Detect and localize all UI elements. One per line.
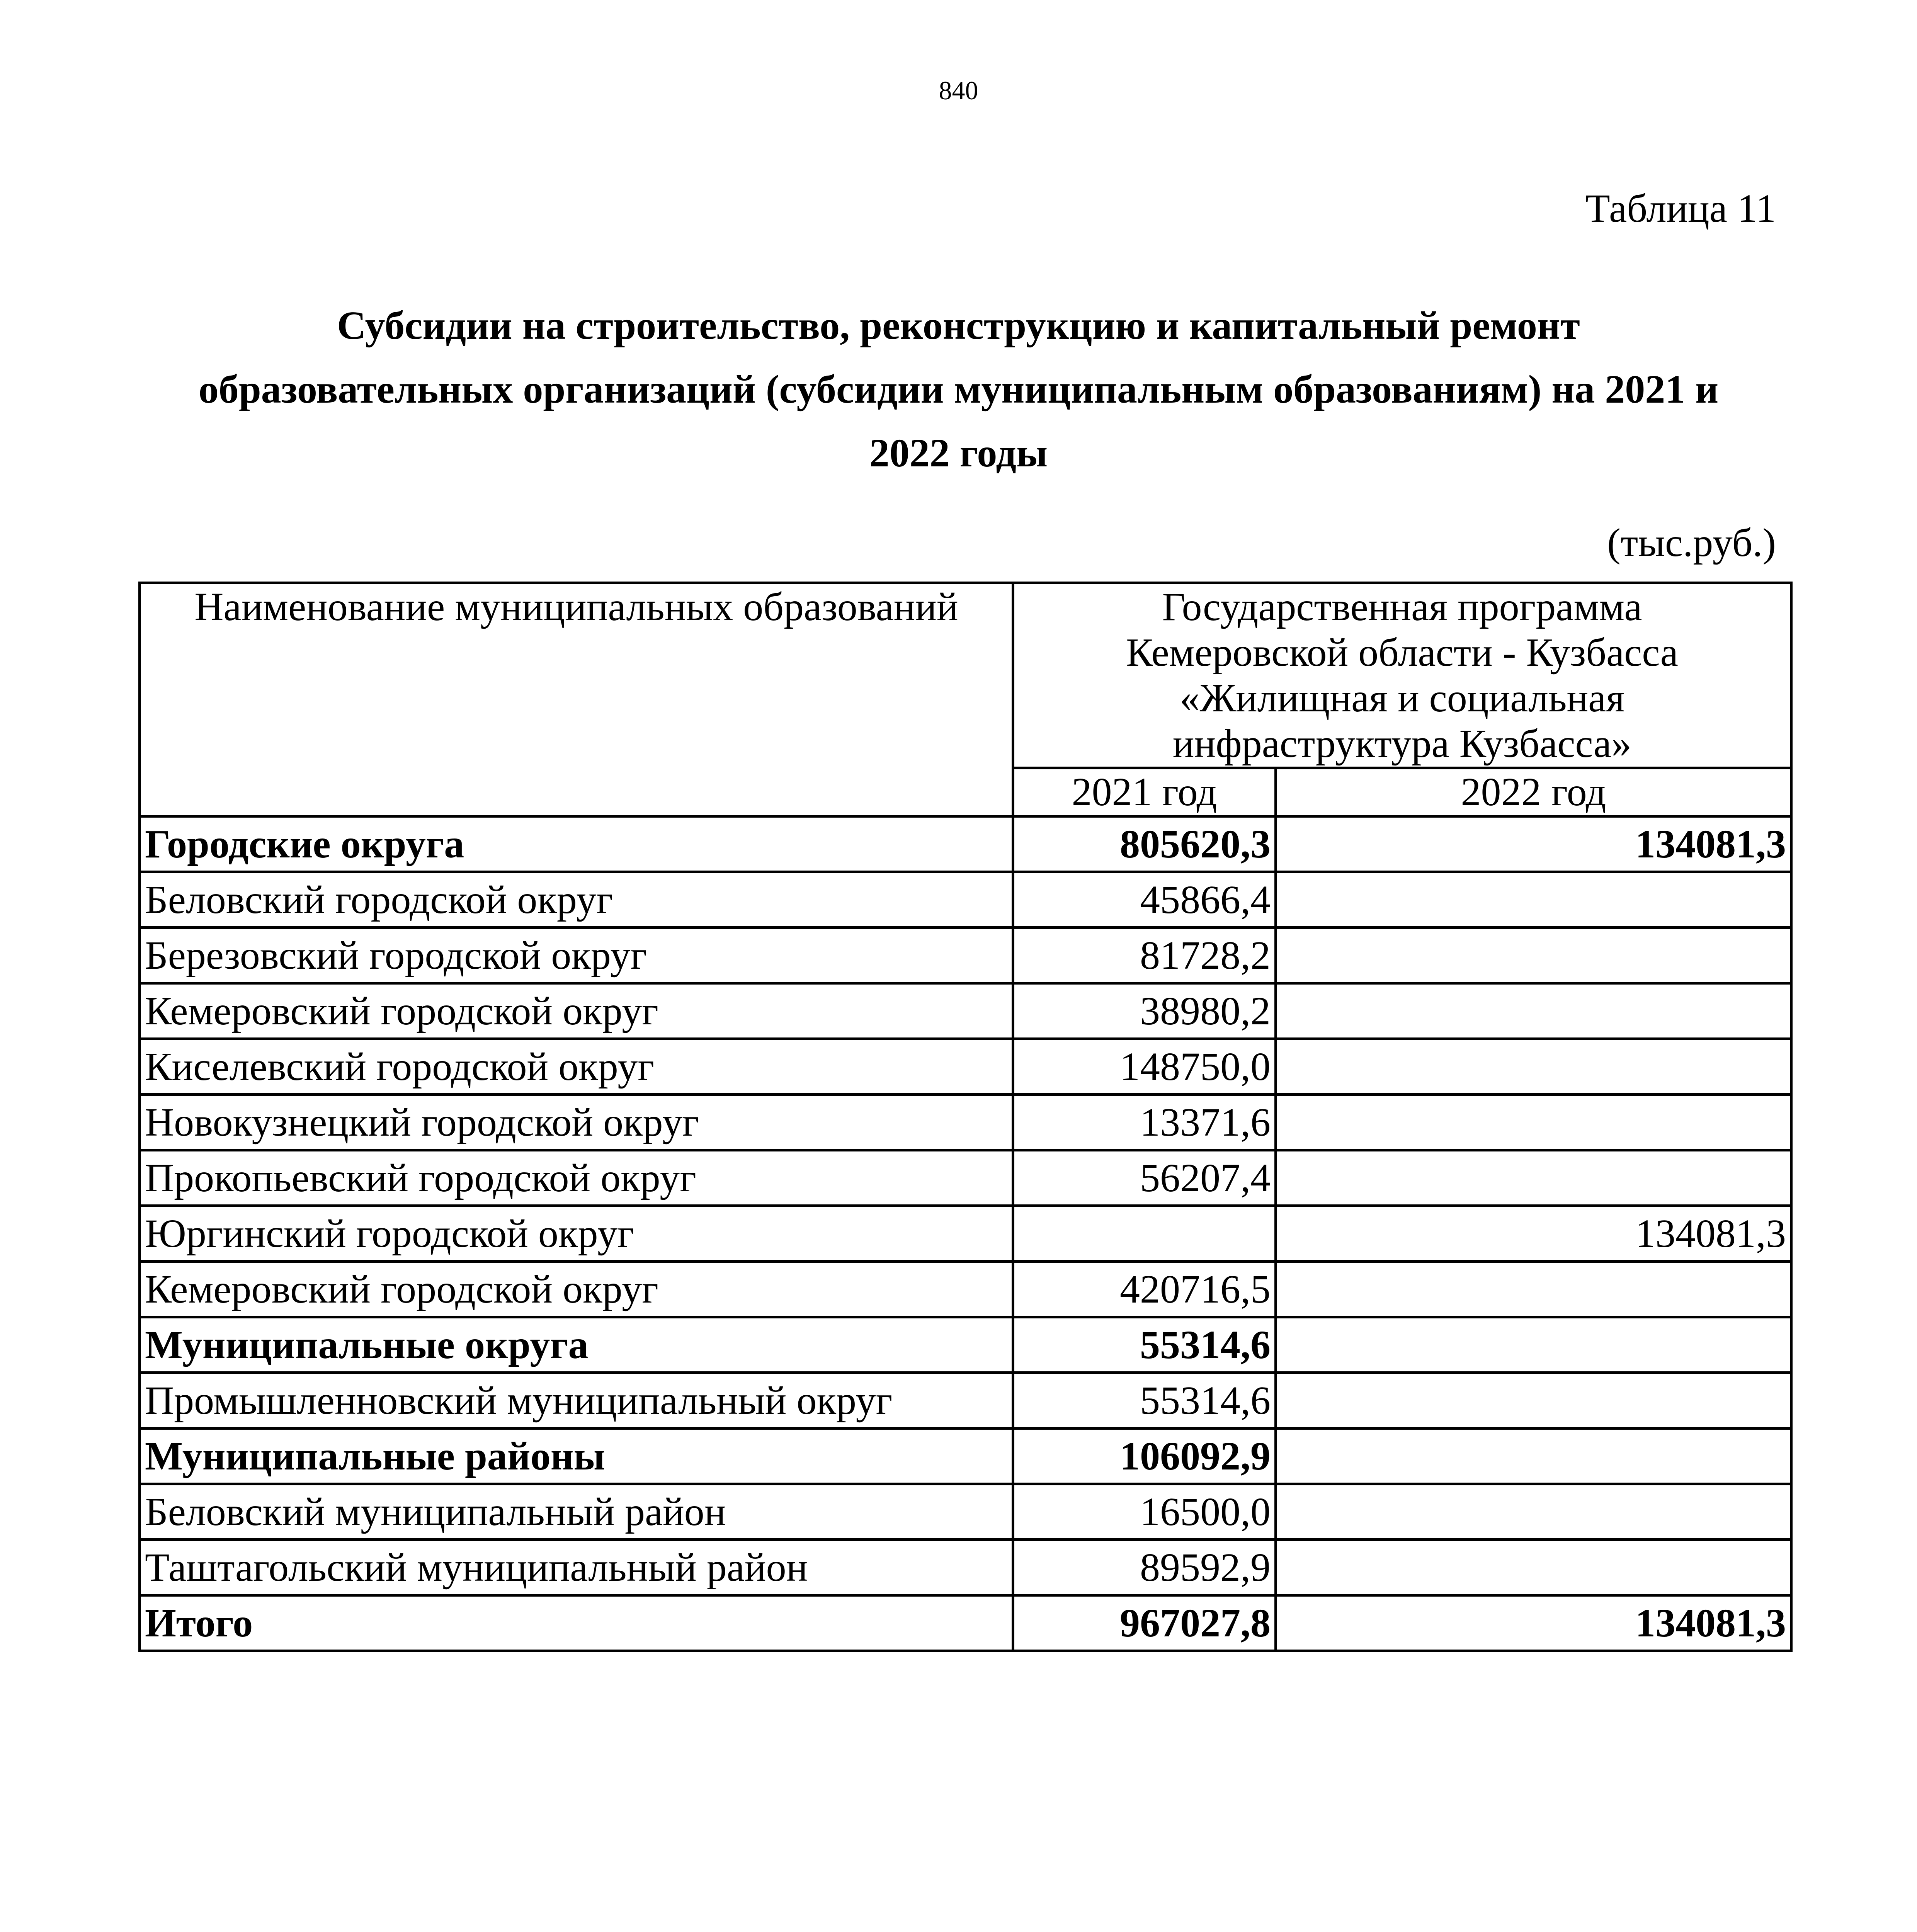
table-row [140,1095,1791,1150]
table-row [140,816,1791,872]
table-row [140,1540,1791,1595]
row-2021-cell: 148750,0 [1013,1039,1276,1095]
row-name-cell: Кемеровский городской округ [140,1262,1013,1317]
row-2022-cell [1276,1150,1791,1206]
table-row [140,1484,1791,1540]
row-2021-cell: 805620,3 [1013,816,1276,872]
row-2022-cell: 134081,3 [1276,1206,1791,1262]
row-2021-cell: 56207,4 [1013,1150,1276,1206]
row-2021-cell: 55314,6 [1013,1317,1276,1373]
program-line-4: инфраструктура Кузбасса» [1172,721,1632,766]
row-name-cell: Муниципальные районы [140,1429,1013,1484]
row-name-cell: Таштагольский муниципальный район [140,1540,1013,1595]
row-2022-cell [1276,1095,1791,1150]
row-2021-cell: 55314,6 [1013,1373,1276,1429]
table-row [140,1373,1791,1429]
table-row [140,1039,1791,1095]
table-row [140,872,1791,928]
row-name-cell: Промышленновский муниципальный округ [140,1373,1013,1429]
title-line-3: 2022 годы [869,431,1048,475]
document-title [116,294,1801,485]
table-row [140,1317,1791,1373]
row-name-cell: Березовский городской округ [140,928,1013,983]
row-2022-cell [1276,983,1791,1039]
row-2022-cell [1276,1039,1791,1095]
program-line-3: «Жилищная и социальная [1179,676,1625,720]
row-2021-cell: 13371,6 [1013,1095,1276,1150]
table-row [140,1206,1791,1262]
row-2022-cell [1276,1429,1791,1484]
row-2021-cell: 81728,2 [1013,928,1276,983]
row-2022-cell: 134081,3 [1276,1595,1791,1651]
title-line-1: Субсидии на строительство, реконструкцию и капитальный ремонт [337,303,1580,348]
row-name-cell: Беловский муниципальный район [140,1484,1013,1540]
row-2022-cell: 134081,3 [1276,816,1791,872]
row-2021-cell: 420716,5 [1013,1262,1276,1317]
row-2022-cell [1276,1484,1791,1540]
table-row [140,1429,1791,1484]
page-number: 840 [939,76,978,105]
units-label: (тыс.руб.) [1607,520,1776,565]
subsidy-table [138,582,1793,1652]
row-2021-cell: 16500,0 [1013,1484,1276,1540]
row-2022-cell [1276,1373,1791,1429]
header-row [140,583,1791,768]
header-name-column: Наименование муниципальных образований [140,583,1013,816]
row-2021-cell: 967027,8 [1013,1595,1276,1651]
row-name-cell: Кемеровский городской округ [140,983,1013,1039]
row-name-cell: Итого [140,1595,1013,1651]
table-body [140,816,1791,1651]
table-row [140,1595,1791,1651]
header-year-2021: 2021 год [1013,768,1276,816]
table-row [140,983,1791,1039]
row-name-cell: Киселевский городской округ [140,1039,1013,1095]
row-name-cell: Новокузнецкий городской округ [140,1095,1013,1150]
program-line-1: Государственная программа [1162,585,1642,629]
row-name-cell: Беловский городской округ [140,872,1013,928]
row-2021-cell: 45866,4 [1013,872,1276,928]
row-2021-cell: 106092,9 [1013,1429,1276,1484]
row-2022-cell [1276,1540,1791,1595]
row-2022-cell [1276,1262,1791,1317]
title-line-2: образовательных организаций (субсидии муниципальным образованиям) на 2021 и [198,367,1719,412]
row-name-cell: Юргинский городской округ [140,1206,1013,1262]
table-row [140,928,1791,983]
row-2021-cell: 38980,2 [1013,983,1276,1039]
header-program [1013,583,1791,768]
table-label: Таблица 11 [1585,186,1776,231]
row-2022-cell [1276,928,1791,983]
row-name-cell: Городские округа [140,816,1013,872]
row-2021-cell: 89592,9 [1013,1540,1276,1595]
row-name-cell: Прокопьевский городской округ [140,1150,1013,1206]
row-name-cell: Муниципальные округа [140,1317,1013,1373]
row-2021-cell [1013,1206,1276,1262]
program-line-2: Кемеровской области - Кузбасса [1126,630,1678,675]
table-row [140,1150,1791,1206]
header-year-2022: 2022 год [1276,768,1791,816]
table-row [140,1262,1791,1317]
row-2022-cell [1276,872,1791,928]
row-2022-cell [1276,1317,1791,1373]
